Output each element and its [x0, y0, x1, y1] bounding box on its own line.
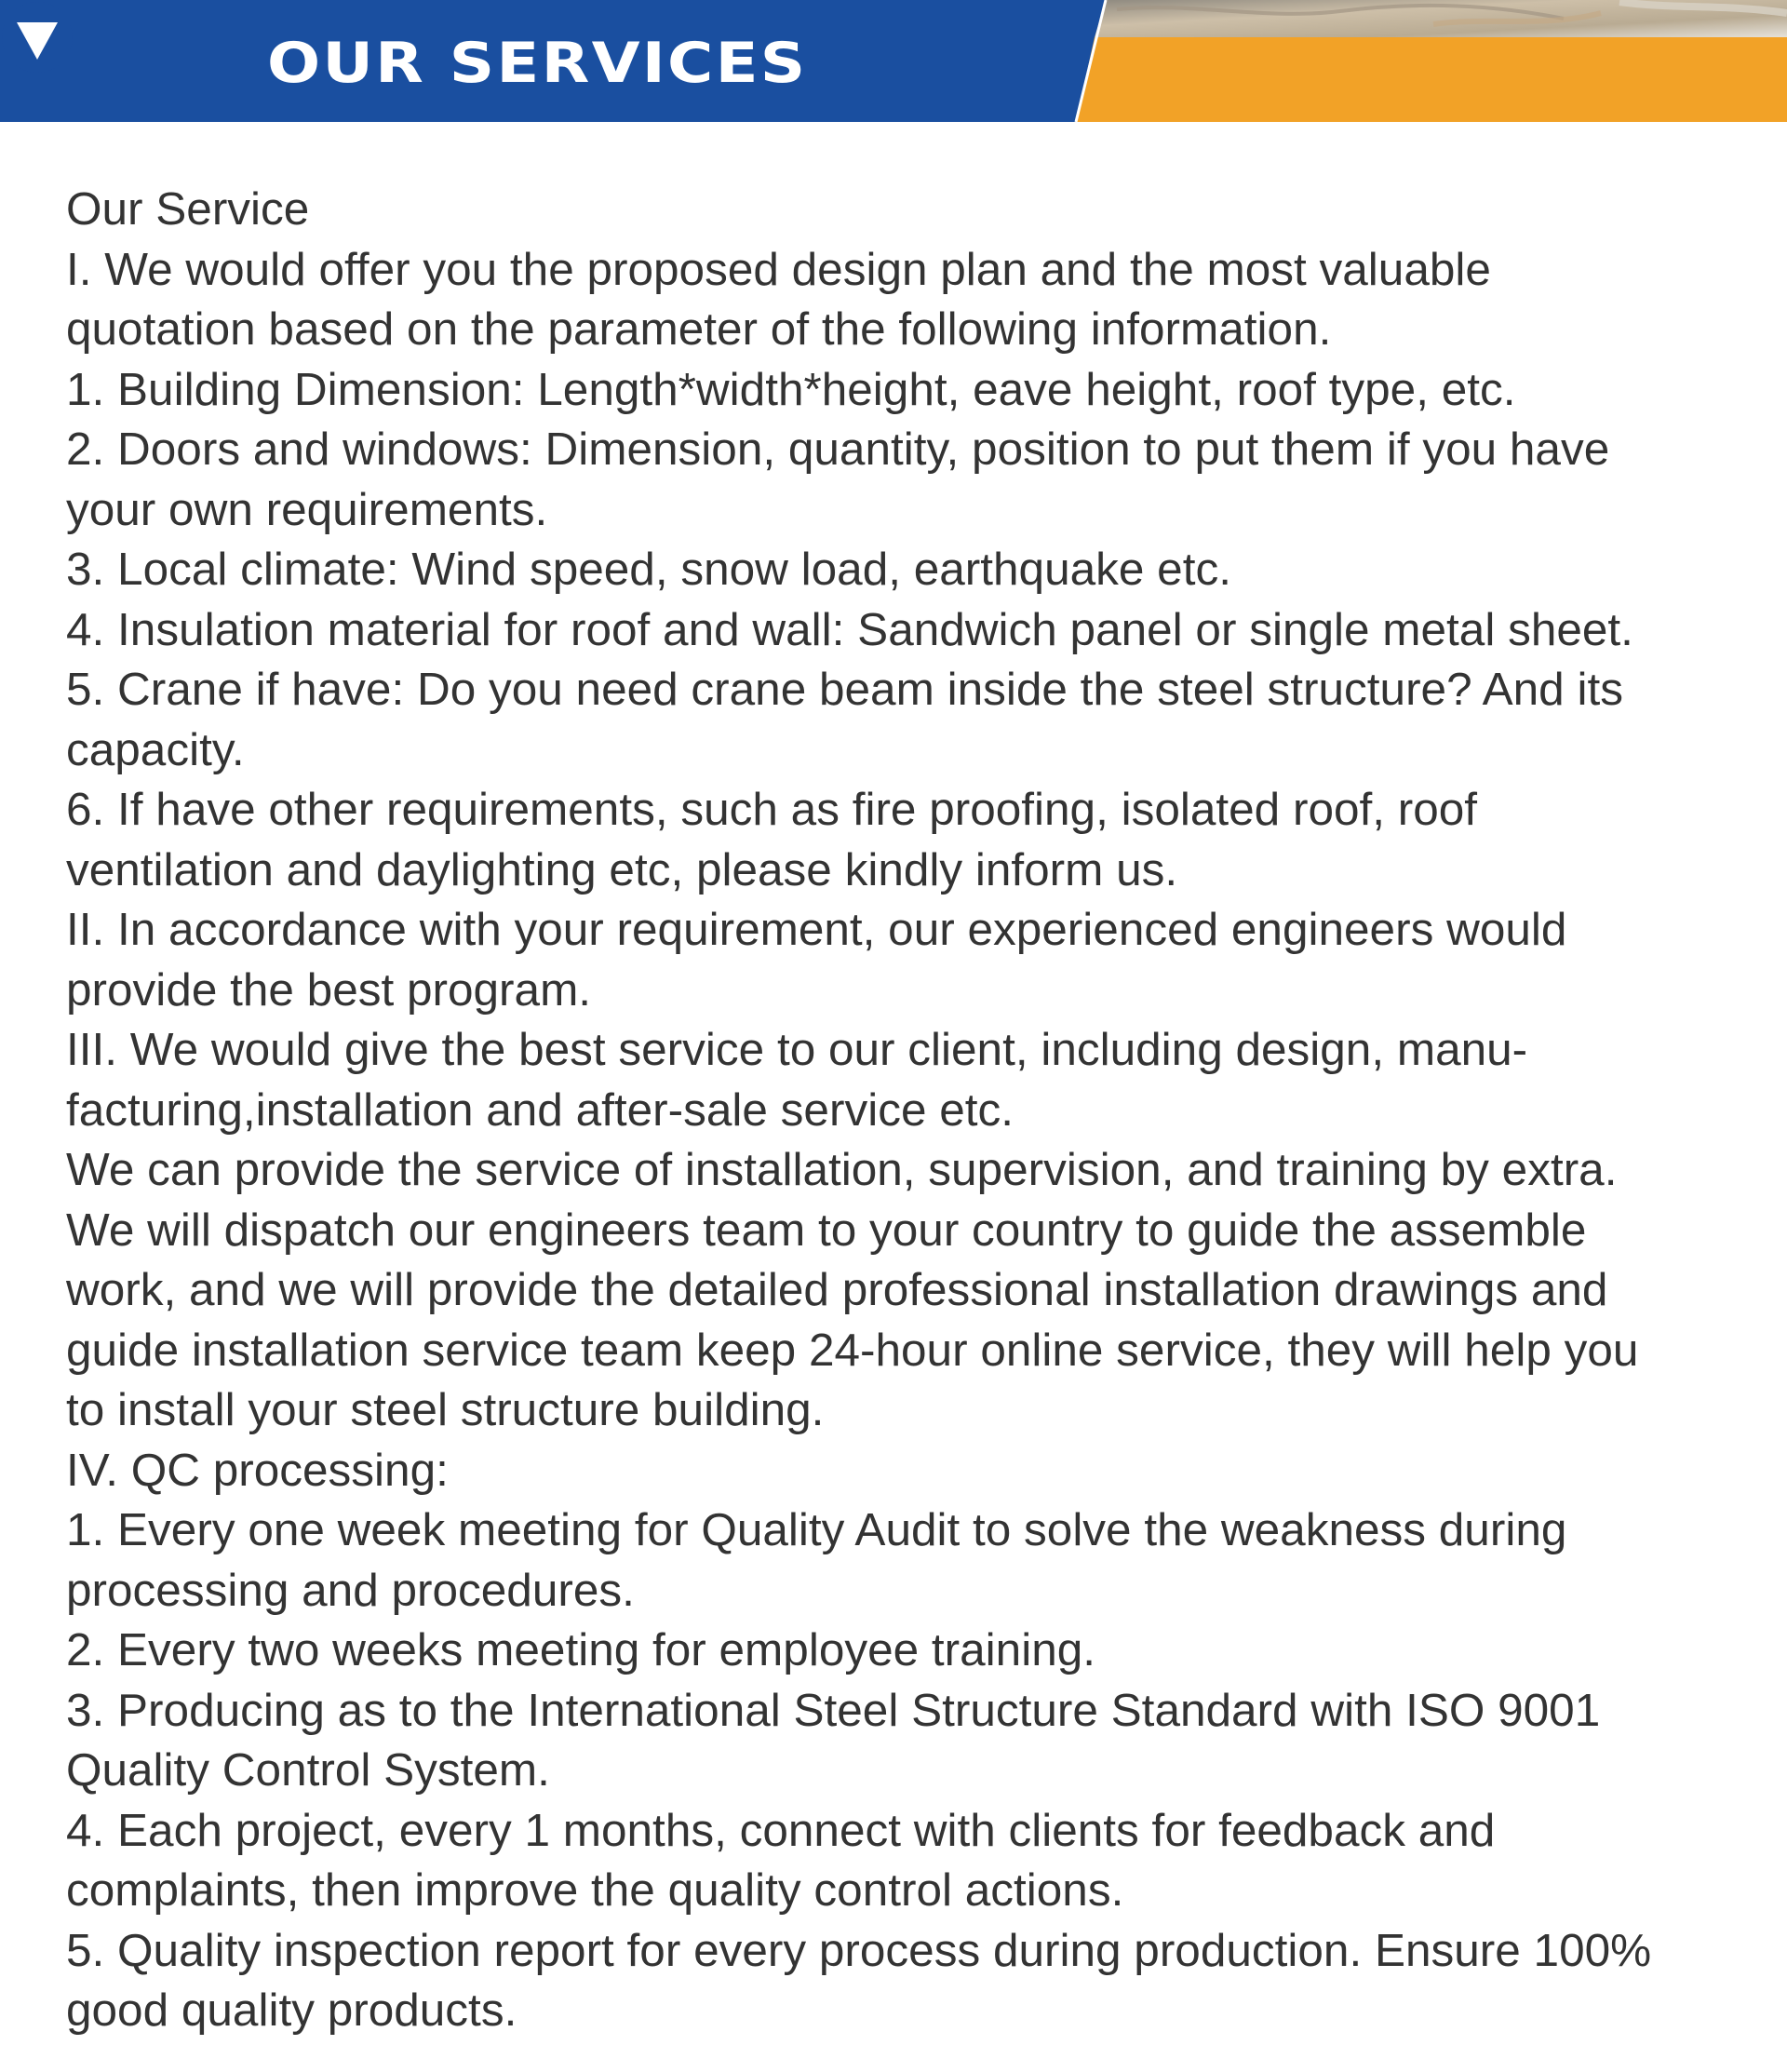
banner-orange-band: [1076, 37, 1787, 122]
paragraph-line: 5. Quality inspection report for every process during production. Ensure 100%: [66, 1924, 1652, 1976]
paragraph-line: 5. Crane if have: Do you need crane beam inside the steel structure? And its: [66, 664, 1623, 715]
paragraph-line: 4. Insulation material for roof and wall: Sandwich panel or single metal sheet.: [66, 603, 1633, 655]
services-banner: [0, 0, 1787, 122]
banner-title: OUR SERVICES: [267, 31, 808, 96]
paragraph-line: 1. Every one week meeting for Quality Audit to solve the weakness during: [66, 1504, 1567, 1555]
paragraph-line: II. In accordance with your requirement, our experienced engineers would: [66, 904, 1567, 955]
paragraph-line: processing and procedures.: [66, 1564, 635, 1616]
paragraph-line: work, and we will provide the detailed professional installation drawings and: [66, 1264, 1608, 1315]
section-heading: Our Service: [66, 183, 310, 235]
paragraph-line: IV. QC processing:: [66, 1444, 449, 1496]
paragraph-line: 6. If have other requirements, such as fire proofing, isolated roof, roof: [66, 784, 1478, 835]
paragraph-line: quotation based on the parameter of the following information.: [66, 303, 1332, 355]
paragraph-line: 4. Each project, every 1 months, connect with clients for feedback and: [66, 1804, 1496, 1856]
paragraph-line: to install your steel structure building.: [66, 1384, 825, 1435]
paragraph-line: guide installation service team keep 24-hour online service, they will help you: [66, 1324, 1639, 1376]
paragraph-line: 2. Every two weeks meeting for employee training.: [66, 1624, 1096, 1675]
paragraph-line: Quality Control System.: [66, 1744, 550, 1796]
paragraph-line: provide the best program.: [66, 963, 592, 1016]
paragraph-line: I. We would offer you the proposed design plan and the most valuable: [66, 243, 1491, 295]
paragraph-line: complaints, then improve the quality control actions.: [66, 1864, 1124, 1916]
paragraph-line: ventilation and daylighting etc, please kindly inform us.: [66, 843, 1178, 895]
paragraph-line: 1. Building Dimension: Length*width*height, eave height, roof type, etc.: [66, 363, 1516, 415]
chevron-down-icon[interactable]: [0, 0, 74, 74]
paragraph-line: capacity.: [66, 723, 245, 775]
paragraph-line: We will dispatch our engineers team to your country to guide the assemble: [66, 1204, 1587, 1256]
paragraph-line: 2. Doors and windows: Dimension, quantity, position to put them if you have: [66, 424, 1610, 475]
paragraph-line: 3. Producing as to the International Steel Structure Standard with ISO 9001: [66, 1684, 1601, 1736]
paragraph-line: 3. Local climate: Wind speed, snow load, earthquake etc.: [66, 544, 1231, 595]
services-content: [66, 180, 1741, 2041]
paragraph-line: III. We would give the best service to our client, including design, manu-: [66, 1024, 1528, 1075]
paragraph-line: We can provide the service of installation, supervision, and training by extra.: [66, 1144, 1618, 1195]
paragraph-line: facturing,installation and after-sale service etc.: [66, 1083, 1014, 1136]
paragraph-line: your own requirements.: [66, 483, 548, 535]
paragraph-line: good quality products.: [66, 1985, 517, 2036]
